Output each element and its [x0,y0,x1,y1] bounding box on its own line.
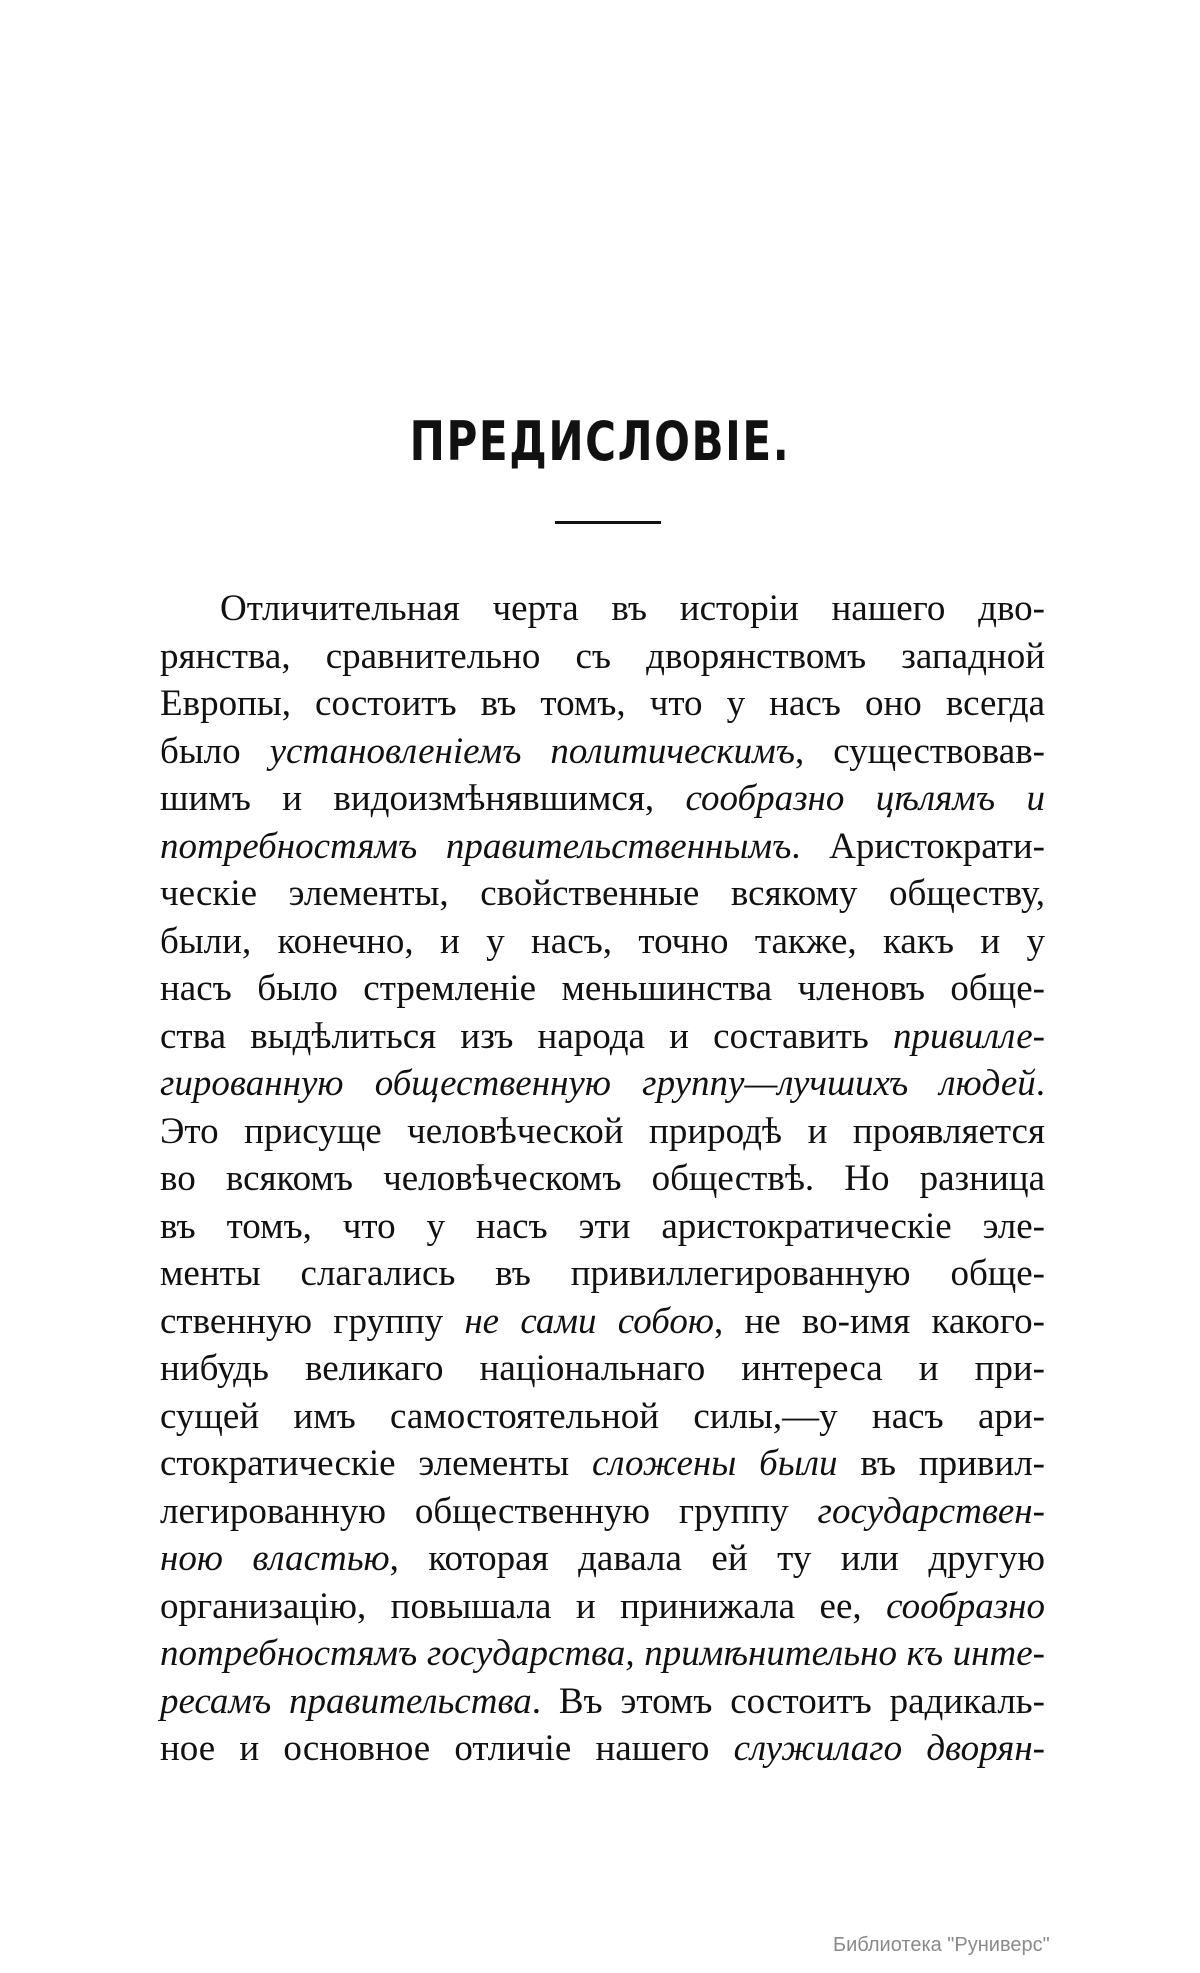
text-line [160,1155,1045,1203]
text-line [160,585,1045,633]
text-span: шимъ и видоизмѣнявшимся, [160,778,686,819]
text-line [160,1440,1045,1488]
italic-text-span: гированную общественную группу—лучшихъ людей [160,1063,1036,1104]
text-span: ственную группу [160,1300,465,1342]
italic-text-span: ресамъ правительства [160,1680,532,1722]
text-span: . [1035,1063,1045,1104]
text-line [160,1345,1045,1393]
text-span: въ привил- [837,1443,1045,1484]
text-line [160,918,1045,966]
italic-text-span: не сами собою [464,1300,714,1342]
text-line [160,965,1045,1013]
page-title: ПРЕДИСЛОВІЕ. [409,410,791,473]
text-line [160,1393,1045,1441]
text-span: въ томъ, что у насъ эти аристократическіе эле- [160,1205,1045,1247]
text-line [160,728,1045,776]
text-span: , существовав- [795,730,1045,772]
text-span: ства выдѣлиться изъ народа и составить [160,1015,893,1057]
text-span: ное и основное отличіе нашего [160,1728,734,1769]
text-line [160,1583,1045,1631]
text-span: было [160,730,270,772]
italic-text-span: потребностямъ государства, примѣнительно къ инте- [160,1633,1045,1674]
text-span: . Аристократи- [791,825,1045,867]
text-span: , не во-имя какого- [713,1300,1045,1342]
italic-text-span: государствен- [817,1490,1045,1532]
text-span: Европы, состоитъ въ томъ, что у насъ оно всегда [160,683,1045,724]
text-span: менты слагались въ привиллегированную обще- [160,1253,1045,1294]
italic-text-span: служилаго дворян- [733,1728,1045,1769]
text-line [160,1488,1045,1536]
text-line [160,1060,1045,1108]
text-line [160,1013,1045,1061]
body-text [160,585,1045,1773]
text-line [160,823,1045,871]
text-line [160,1298,1045,1346]
text-span: Это присуще человѣческой природѣ и проявляется [160,1110,1045,1152]
text-span: . Въ этомъ состоитъ радикаль- [531,1680,1046,1722]
text-span: , которая давала ей ту или другую [389,1538,1045,1579]
italic-text-span: привилле- [893,1015,1045,1057]
text-span: стократическіе элементы [160,1443,592,1484]
text-span: нибудь великаго національнаго интереса и при- [160,1348,1045,1389]
text-line [160,1725,1045,1773]
text-line [160,1678,1045,1726]
title-divider [555,521,661,524]
text-line [160,1203,1045,1251]
text-line [160,633,1045,681]
text-span: рянства, сравнительно съ дворянствомъ западной [160,635,1045,677]
library-watermark: Библиотека "Руниверс" [833,1934,1050,1956]
text-span: были, конечно, и у насъ, точно также, какъ и у [160,920,1045,962]
text-span: организацію, повышала и принижала ее, [160,1585,887,1627]
italic-text-span: сложены были [592,1443,838,1484]
text-line [160,1535,1045,1583]
text-line [160,1630,1045,1678]
italic-text-span: сообразно цѣлямъ и [685,778,1045,819]
italic-text-span: сообразно [886,1585,1045,1627]
italic-text-span: ною властью [160,1538,390,1579]
italic-text-span: установленіемъ политическимъ [269,730,795,772]
text-line [160,775,1045,823]
text-line [160,1250,1045,1298]
text-span: легированную общественную группу [160,1490,818,1532]
text-line [160,870,1045,918]
text-span: Отличительная черта въ исторіи нашего дво- [220,588,1045,629]
text-span: насъ было стремленіе меньшинства членовъ обще- [160,968,1045,1009]
text-span: сущей имъ самостоятельной силы,—у насъ ари- [160,1395,1045,1437]
italic-text-span: потребностямъ правительственнымъ [160,825,792,867]
text-span: во всякомъ человѣческомъ обществѣ. Но разница [160,1158,1045,1199]
text-line [160,1108,1045,1156]
text-span: ческіе элементы, свойственные всякому обществу, [160,873,1045,914]
text-line [160,680,1045,728]
